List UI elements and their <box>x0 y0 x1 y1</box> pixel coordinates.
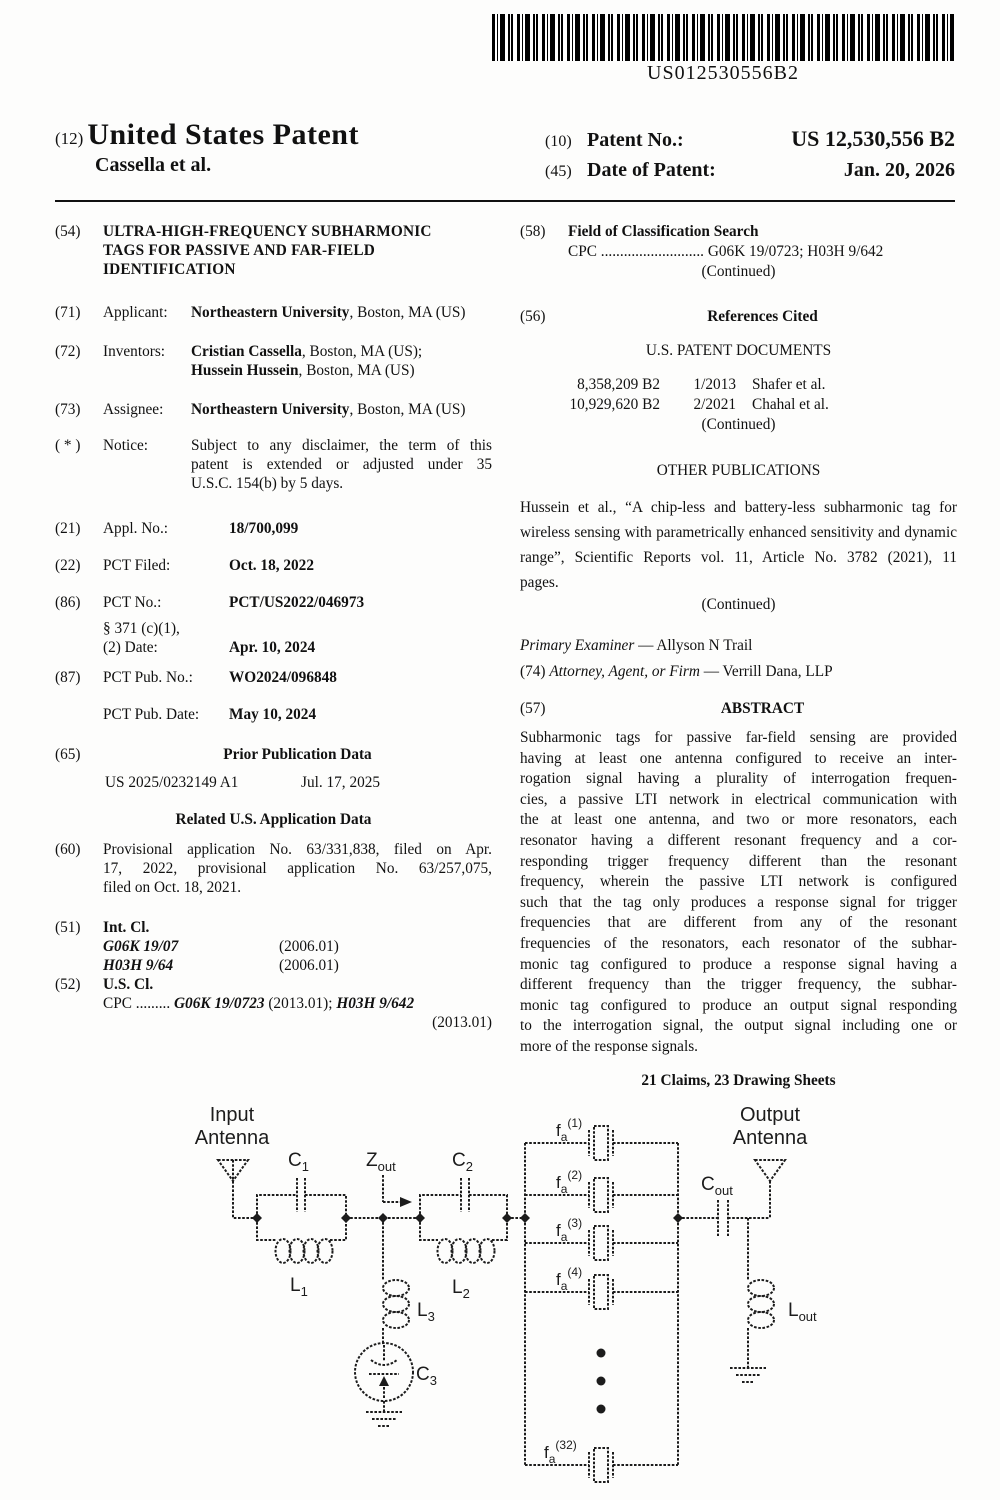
continued-marker: (Continued) <box>701 263 776 280</box>
inductor-lout-icon <box>748 1280 774 1328</box>
references-heading: References Cited <box>707 308 818 325</box>
lout-label: $L_{out}$ <box>788 1300 817 1324</box>
assignee-value: Northeastern University, Boston, MA (US) <box>191 401 466 418</box>
ground-icon <box>730 1368 766 1382</box>
barcode-image <box>492 14 954 61</box>
left-column <box>55 222 492 1032</box>
capacitor-c1-icon <box>297 1178 305 1212</box>
invention-title: ULTRA-HIGH-FREQUENCY SUBHARMONIC TAGS FOR PASSIVE AND FAR-FIELD IDENTIFICATION <box>103 223 432 278</box>
us-docs-heading: U.S. PATENT DOCUMENTS <box>645 342 832 359</box>
inventor-short-line: Cassella et al. <box>95 154 212 176</box>
371-clause: § 371 (c)(1), <box>103 620 180 637</box>
tank1-outline <box>257 1195 346 1240</box>
section-73-assignee: (73) Assignee: Northeastern University, Boston, MA (US) <box>55 400 492 419</box>
continued-marker: (Continued) <box>701 596 776 613</box>
cout-label: $C_{out}$ <box>701 1174 733 1198</box>
patent-no-value: US 12,530,556 B2 <box>791 126 955 151</box>
output-antenna-label-2: Antenna <box>732 1127 808 1149</box>
l1-label: $L_1$ <box>290 1275 308 1299</box>
continued-marker: (Continued) <box>701 416 776 433</box>
section-21-appl-no: (21) Appl. No.: 18/700,099 <box>55 520 299 537</box>
patent-no-label: Patent No.: <box>587 129 684 151</box>
section-22-pct-filed: (22) PCT Filed: Oct. 18, 2022 <box>55 557 314 574</box>
zout-arrowhead <box>400 1197 412 1207</box>
capacitor-c2-icon <box>461 1178 469 1212</box>
prior-pub-number: US 2025/0232149 A1 <box>105 774 239 791</box>
varactor-arrowhead <box>379 1376 389 1386</box>
doc-kind-code: (12) <box>55 129 84 148</box>
fa32-label: $f_a^{(32)}$ <box>544 1438 577 1466</box>
fa4-label: $f_a^{(4)}$ <box>556 1265 583 1293</box>
section-71-applicant: (71) Applicant: Northeastern University, Boston, MA (US) <box>55 303 492 322</box>
fa1-label: $f_a^{(1)}$ <box>556 1116 583 1144</box>
wire <box>233 1160 770 1412</box>
fa3-label: $f_a^{(3)}$ <box>556 1216 583 1244</box>
resonator-symbol <box>589 1226 613 1260</box>
section-58-field-search: (58) Field of Classification Search CPC ........................... G06K 19/0723; H03H 9/642 (Continued) <box>520 222 957 282</box>
section-51-int-cl: (51) Int. Cl. G06K 19/07 (2006.01) H03H 9/64 (2006.01) <box>55 919 339 974</box>
fa2-label: $f_a^{(2)}$ <box>556 1168 583 1196</box>
l2-label: $L_2$ <box>452 1277 470 1301</box>
resonator-branch-wires <box>525 1143 678 1465</box>
circuit-node <box>252 1213 683 1223</box>
cpc-line: CPC ......... G06K 19/0723 (2013.01); H03H 9/642 (2013.01) <box>103 995 492 1031</box>
section-72-inventors: (72) Inventors: Cristian Cassella, Boston, MA (US); Hussein Hussein, Boston, MA (US) <box>55 342 492 380</box>
inventors-value: Cristian Cassella, Boston, MA (US); Hussein Hussein, Boston, MA (US) <box>191 343 423 379</box>
c3-label: $C_3$ <box>416 1364 437 1388</box>
abstract-text: Subharmonic tags for passive far-field sensing are provided having at least one antenna configured to receive an inter- rogation signal having a plurality of interrogation frequen- cies, a passive LTI network in electrical communication with the at least one antenna, and two or more resonators, each resonator having a different resonant frequency and a cor- responding trigger frequency different than the resonant frequency, wherein the passive LTI network is configured such that the tag only produces a response signal for trigger frequencies that are different from any of the resonant frequencies of the resonators, each resonator of the subhar- monic tag configured to produce a response signal having a different frequency than the trigger frequency, the subhar- monic tag configured to produce an output signal responding to the interrogation signal, the output signal including one or more of the response signals. <box>520 729 957 1055</box>
section-56-references: (56) References Cited U.S. PATENT DOCUMENTS 8,358,209 B2 1/2013 Shafer et al. 10,929,620 B2 2/2021 Chahal et al. (Continued) OTHER PUBLICATIONS Hussein et al., “A chip-less and battery-less subharmonic tag for wireless sensing with parametrically enhanced sensitivity and dynamic range”, Scientific Reports vol. 11, Article No. 3782 (2021), 11 pages. (Continued) <box>520 308 957 613</box>
header-right <box>545 126 955 189</box>
c2-label: $C_2$ <box>452 1150 473 1174</box>
section-65-prior-pub: (65) Prior Publication Data US 2025/0232149 A1 Jul. 17, 2025 <box>55 745 492 792</box>
attorney-line: (74) Attorney, Agent, or Firm — Verrill Dana, LLP <box>520 663 833 680</box>
header-divider <box>55 200 955 202</box>
section-54-title: (54) ULTRA-HIGH-FREQUENCY SUBHARMONIC TAGS FOR PASSIVE AND FAR-FIELD IDENTIFICATION <box>55 222 492 279</box>
resonator-bank-rails <box>525 1143 678 1465</box>
date-value: Jan. 20, 2026 <box>843 159 955 181</box>
int-cl-1: G06K 19/07 <box>103 938 179 955</box>
primary-examiner-line: Primary Examiner — Allyson N Trail <box>520 637 753 654</box>
examiner-block <box>520 633 957 685</box>
page-title: United States Patent <box>87 118 359 151</box>
l3-label: $L_3$ <box>417 1300 435 1324</box>
other-pubs-citation: Hussein et al., “A chip-less and battery-less subharmonic tag for wireless sensing with parametrically enhanced sensitivity and dynamic range”, Scientific Reports vol. 11, Article No. 3782 (2021), 11 pages. <box>520 499 957 591</box>
resonator-symbol <box>589 1126 613 1160</box>
dotted-leader: ......... <box>135 995 171 1012</box>
section-86-pct-no: (86) PCT No.: PCT/US2022/046973 § 371 (c)(1), (2) Date: Apr. 10, 2024 <box>55 593 492 657</box>
ground-icon <box>366 1412 402 1426</box>
input-antenna-label-1: Input <box>209 1104 255 1126</box>
header-left <box>55 118 485 177</box>
section-52-us-cl: (52) U.S. Cl. CPC ......... G06K 19/0723 (2013.01); H03H 9/642 (2013.01) <box>55 976 492 1031</box>
notice-text: Subject to any disclaimer, the term of this patent is extended or adjusted under 35 U.S.C. 154(b) by 5 days. <box>191 437 492 492</box>
patent-ref-row: 10,929,620 B2 2/2021 Chahal et al. <box>569 396 829 413</box>
provisional-text: Provisional application No. 63/331,838, filed on Apr. 17, 2022, provisional application No. 63/257,075, filed on Oct. 18, 2021. <box>103 841 492 896</box>
prior-pub-date: Jul. 17, 2025 <box>301 774 381 791</box>
varactor-c3-icon <box>355 1343 413 1401</box>
zout-label: $Z_{out}$ <box>366 1150 396 1174</box>
inductor-l3-icon <box>383 1280 409 1328</box>
input-antenna-label-2: Antenna <box>194 1127 270 1149</box>
other-pubs-heading: OTHER PUBLICATIONS <box>656 462 821 479</box>
resonator-symbol <box>589 1178 613 1212</box>
patent-no-code: (10) <box>545 133 572 150</box>
resonator-symbol <box>589 1275 613 1309</box>
tank2-outline <box>420 1195 507 1240</box>
claims-line: 21 Claims, 23 Drawing Sheets <box>641 1071 836 1089</box>
resonator-symbol <box>589 1448 613 1482</box>
capacitor-cout-icon <box>718 1200 728 1236</box>
related-app-data: Related U.S. Application Data (60) Provisional application No. 63/331,838, filed on Apr. 17, 2022, provisional application No. 63/257,075, filed on Oct. 18, 2021. <box>55 811 492 896</box>
abstract-heading: ABSTRACT <box>720 700 805 717</box>
right-column <box>520 222 957 1091</box>
cpc-search-line: CPC ........................... G06K 19/0723; H03H 9/642 <box>568 243 884 260</box>
output-antenna-label-1: Output <box>739 1104 801 1126</box>
dotted-leader: ........................... <box>600 243 705 260</box>
ellipsis-dots <box>597 1349 606 1414</box>
circuit-diagram <box>0 1090 1000 1500</box>
c1-label: $C_1$ <box>288 1150 309 1174</box>
notice-section: ( * ) Notice: Subject to any disclaimer, the term of this patent is extended or adjusted under 35 U.S.C. 154(b) by 5 days. <box>55 437 492 492</box>
inductor-l1-icon <box>276 1239 333 1263</box>
date-label: Date of Patent: <box>587 159 716 181</box>
section-87-pct-pub: (87) PCT Pub. No.: WO2024/096848 PCT Pub. Date: May 10, 2024 <box>55 669 337 723</box>
patent-ref-row: 8,358,209 B2 1/2013 Shafer et al. <box>577 376 826 393</box>
section-57-abstract: (57) ABSTRACT Subharmonic tags for passive far-field sensing are provided having at least one antenna configured to receive an inter- rogation signal having a plurality of interrogation frequen- cies, a passive LTI network in electrical communication with the at least one antenna, and two or more resonators, each resonator having a different resonant frequency and a cor- responding trigger frequency different than the resonant frequency, wherein the passive LTI network is configured such that the tag only produces a response signal for trigger frequencies that are different from any of the resonant frequencies of the resonators, each resonator of the subhar- monic tag configured to produce a response signal having a different frequency than the trigger frequency, the subhar- monic tag configured to produce an output signal responding to the interrogation signal, the output signal including one or more of the response signals. 21 Claims, 23 Drawing Sheets <box>520 700 957 1089</box>
date-code: (45) <box>545 163 572 180</box>
output-antenna-icon <box>755 1160 785 1181</box>
prior-pub-heading: Prior Publication Data <box>223 746 372 763</box>
inductor-l2-icon <box>438 1239 495 1263</box>
barcode-number: US012530556B2 <box>647 62 799 84</box>
applicant-value: Northeastern University, Boston, MA (US) <box>191 304 466 321</box>
int-cl-2: H03H 9/64 <box>103 957 174 974</box>
related-heading: Related U.S. Application Data <box>175 811 372 828</box>
